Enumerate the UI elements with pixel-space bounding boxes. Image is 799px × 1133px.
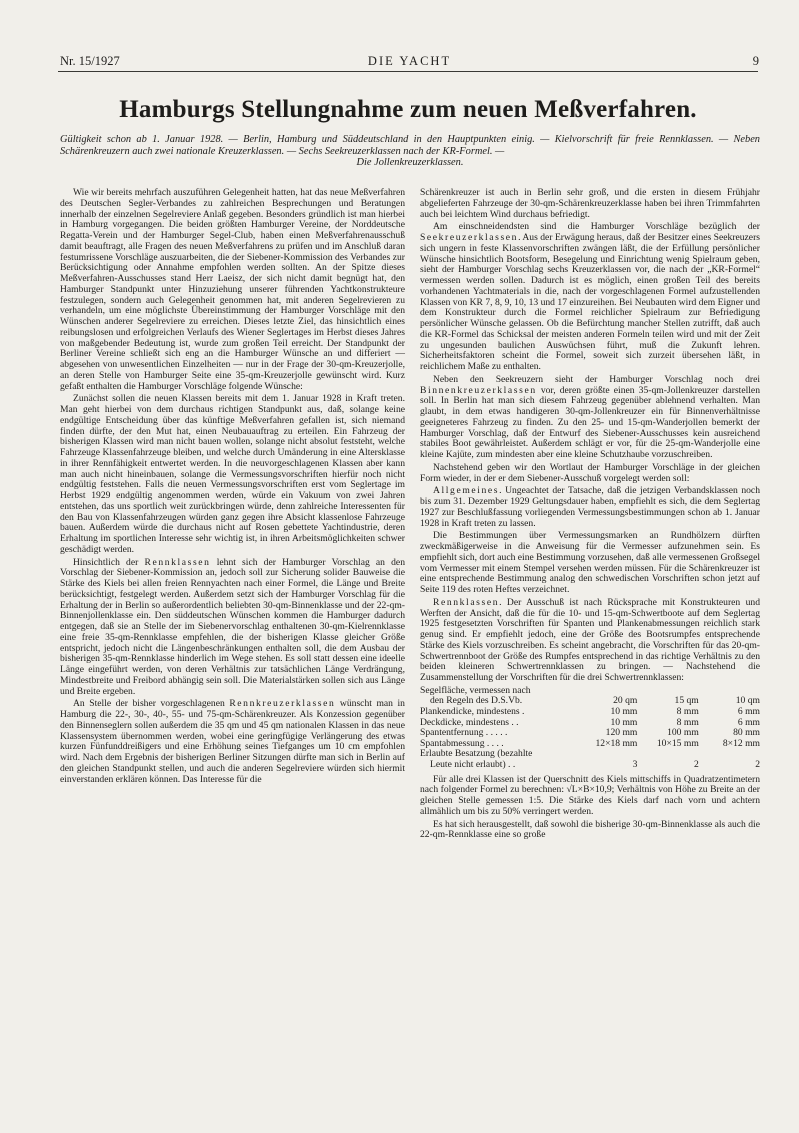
spaced-term: Rennkreuzerklassen: [229, 698, 336, 710]
paragraph: Die Bestimmungen über Vermessungsmarken an Rundhölzern dürften zweckmäßigerweise in die Anweisung für die Vermesser aufzunehmen sein. Es empfiehlt sich, dort auch eine Bestimmung vorzusehen, daß alle vermessenen Großsegel vom Vermesser mit einem Stempel versehen werden müssen. Für die Schärenkreuzer ist eine entsprechende Bestimmung analog den schwedischen Vorschriften schon jetzt auf Seite 119 des roten Heftes verzeichnet.: [420, 530, 760, 595]
paragraph: [420, 486, 760, 529]
table-label-cell: Plankendicke, mindestens .: [420, 705, 525, 717]
table-value-cell: 8 mm: [676, 716, 699, 728]
right-column: [420, 188, 760, 843]
paragraph: [420, 222, 760, 373]
table-value-cell: 10 mm: [610, 705, 638, 717]
issue-number: Nr. 15/1927: [60, 54, 120, 68]
text-run: Hinsichtlich der: [73, 556, 145, 568]
text-run: Am einschneidendsten sind die Hamburger Vorschläge bezüglich der: [433, 221, 760, 233]
table-value-cell: 120 mm: [605, 727, 638, 739]
running-header: [60, 54, 759, 68]
header-rule: [58, 71, 758, 72]
dimensions-table: [420, 686, 760, 771]
text-run: vor, deren größte einen 35-qm-Jollenkreuzer darstellen soll. In Berlin hat man sich diesem Fahrzeug gegenüber ablehnend verhalten. Man glaubt, in dem etwas handigeren 30-qm-Jollenkreuzer ein für Binnenverhältnisse geeigneteres Fahrzeug zu finden. Zu den 25- und 15-qm-Wanderjollen bemerkt der Hamburger Vorschlag, daß der Entwurf des Siebener-Ausschusses kein ausreichend stabiles Boot gewährleistet. Außerdem schlägt er vor, für die 25-qm-Wanderjolle eine kleine Kajüte, zum mindesten aber eine kleine Schutzhaube vorzuschreiben.: [420, 384, 760, 460]
table-value-cell: 8×12 mm: [722, 737, 760, 749]
table-row: [420, 707, 760, 718]
table-value-cell: [699, 749, 760, 760]
table-value-cell: 10×15 mm: [656, 737, 699, 749]
table-value-cell: [576, 749, 637, 760]
article-subtitle: [60, 134, 760, 169]
table-row: [420, 760, 760, 771]
spaced-term: Seekreuzerklassen: [420, 232, 519, 243]
magazine-name: DIE YACHT: [367, 54, 452, 68]
table-value-cell: 8 mm: [676, 705, 699, 717]
spaced-term: Rennklassen: [144, 556, 211, 568]
table-value-cell: 10 qm: [735, 695, 760, 707]
table-value-cell: 2: [693, 758, 699, 770]
text-run: lehnt sich der Hamburger Vorschlag an den Vorschlag der Siebener-Kommission an, jedoch soll zur Sicherung solider Bauweise die Stärke des Kiels bei allen freien Rennyachten nach einer Formel, die Länge und Breite berücksichtigt, festgelegt werden. Außerdem setzt sich der Hamburger Vorschlag für die Erhaltung der in Berlin so außerordentlich beliebten 30-qm-Binnenklasse und der 22-qm-Binnenjollenklasse ein. Den süddeutschen Wünschen kommen die Hamburger dadurch entgegen, daß sie an Stelle der im Siebenervorschlag enthaltenen 30-qm-Kielrennklasse eine freie 35-qm-Rennklasse empfehlen, die der bisherigen Klasse gleicher Größe entspricht, jedoch nicht die Längenbeschränkungen enthalten soll, die dem Ausbau der bisherigen 35-qm-Rennklasse hinderlich im Wege stehen. Es soll statt dessen eine ideelle Länge eingeführt werden, von deren Verhältnis zur tatsächlichen Länge Verdrängung, Mindestbreite und Freibord abhängig sein soll. Die Materialstärken sollen sich aus Länge und Breite ergeben.: [60, 556, 405, 697]
text-run: wünscht man in Hamburg die 22-, 30-, 40-, 55- und 75-qm-Schärenkreuzer. Als Konzession gegenüber den Binnenseglern sollen außerdem die 35 qm und 45 qm nationalen Klassen in das neue Klassensystem übernommen werden, wobei eine geringfügige Verlängerung des etwas kurzen Fünfunddreißigers und eine Erhöhung seines Tiefganges um 10 cm empfohlen wird. Nach dem Ergebnis der bisherigen Berliner Sitzungen dürfte man sich in Berlin auf den gleichen Standpunkt stellen, und auch die anderen Segelreviere würden sich hiermit einverstanden erklären können. Das Interesse für die: [60, 698, 405, 785]
table-value-cell: 6 mm: [737, 705, 760, 717]
table-label-cell: Erlaubte Besatzung (bezahlte: [420, 748, 533, 760]
table-value-cell: 12×18 mm: [595, 737, 638, 749]
subtitle-end: Die Jollenkreuzerklassen.: [356, 157, 464, 169]
table-label-cell: Spantentfernung . . . . .: [420, 727, 508, 739]
table-value-cell: 15 qm: [674, 695, 699, 707]
spaced-term: Allgemeines: [433, 485, 500, 497]
paragraph: [60, 558, 405, 698]
table-label-cell: Leute nicht erlaubt) . .: [430, 758, 516, 770]
spaced-term: Rennklassen: [433, 596, 500, 608]
text-run: . Ungeachtet der Tatsache, daß die jetzigen Verbandsklassen noch bis zum 31. Dezember 1929 Geltungsdauer haben, empfiehlt es sich, die dem Seglertag 1927 zur Beschlußfassung vorliegenden Vermessungsbestimmungen schon ab 1. Januar 1928 in Kraft treten zu lassen.: [420, 485, 760, 529]
table-value-cell: 6 mm: [737, 716, 760, 728]
table-value-cell: [637, 749, 698, 760]
paragraph: Zunächst sollen die neuen Klassen bereits mit dem 1. Januar 1928 in Kraft treten. Man geht hierbei von dem durchaus richtigen Standpunkt aus, daß, solange keine endgültige Entscheidung über das künftige Meßverfahren gefallen ist, sich niemand finden dürfte, der den Mut hat, einen Neubauauftrag zu erteilen. Ein Fahrzeug der bisherigen Klassen wird man nicht bauen wollen, solange nicht absolut feststeht, welche Fahrzeuge Klassenfahrzeuge bleiben, und welche durch Umänderung in eine Altersklasse in ihrer Rennfähigkeit entwertet werden. In die neuvorgeschlagenen Klassen aber kann man auch nicht hineinbauen, solange die Vermessungsvorschriften hierfür noch nicht endgültig feststehen. Falls die neuen Vermessungsvorschriften erst vom Seglertage im Herbst 1929 endgültig angenommen werden, würde ein Vakuum von zwei Jahren entstehen, das uns sportlich weit zurückbringen würde, denn zahlreiche Interessenten für den Bau von Klassenfahrzeugen würden ganz gegen ihre Absicht klassenlose Fahrzeuge bauen. Außerdem würde die durchaus nicht auf Rosen gebettete Yachtindustrie, deren Erhaltung im sportlichen Interesse sehr wichtig ist, in ihren Arbeitsmöglichkeiten schwer geschädigt werden.: [60, 393, 405, 555]
text-run: . Aus der Erwägung heraus, daß der Besitzer eines Seekreuzers sich ungern in feste Klassenvorschriften zwängen läßt, die der Erfüllung persönlicher Wünsche hinsichtlich Bootsform, Besegelung und Einrichtung wenig Spielraum geben, sieht der Hamburger Vorschlag sechs Kreuzerklassen vor, die nach der „KR-Formel“ vermessen werden sollen. Dadurch ist es möglich, einen großen Teil des bereits vorhandenen Yachtmaterials in die, nach der vorgeschlagenen Formel aufzustellenden Klassen von KR 7, 8, 9, 10, 13 und 17 einzureihen. Bei Neubauten wird dem Eigner und dem Konstrukteur durch die Formel reichlicher Spielraum zur Befriedigung persönlicher Wünsche gelassen. Ob die Befürchtung mancher Stellen zutrifft, daß auch die KR-Formel das Schicksal der meisten anderen Formeln teilen wird und mit der Zeit zu ungesunden baulichen Auswüchsen führt, muß die Zukunft lehren. Sicherheitsfaktoren scheint die Formel, soweit sich zurzeit übersehen läßt, in reichlichem Maße zu enthalten.: [420, 232, 760, 372]
table-value-cell: 2: [755, 758, 760, 770]
paragraph: Für alle drei Klassen ist der Querschnitt des Kiels mittschiffs in Quadratzentimetern nach folgender Formel zu berechnen: √L×B×10,9; Verhältnis von Höhe zu Breite an der gleichen Stelle gemessen 1:5. Die Stärke des Kiels darf nach vorn und achtern allmählich um bis zu 50% verringert werden.: [420, 773, 760, 817]
paragraph: [420, 375, 760, 461]
table-value-cell: 100 mm: [667, 727, 699, 739]
paragraph: Nachstehend geben wir den Wortlaut der Hamburger Vorschläge in der gleichen Form wieder, in der er dem Siebener-Ausschuß vorgelegt werden soll:: [420, 461, 760, 484]
subtitle-main: Gültigkeit schon ab 1. Januar 1928. — Berlin, Hamburg und Süddeutschland in den Hauptpunkten einig. — Kielvorschrift für freie Rennklassen. — Neben Schärenkreuzern auch zwei nationale Kreuzerklassen. — Sechs Seekreuzerklassen nach der KR-Formel. —: [60, 134, 760, 157]
text-run: An Stelle der bisher vorgeschlagenen: [73, 698, 230, 710]
text-run: . Der Ausschuß ist nach Rücksprache mit Konstrukteuren und Werften der Ansicht, daß die für die 10- und 15-qm-Schwertboote auf dem Seglertag 1925 festgesetzten Vorschriften für Spanten und Plankenabmessungen reichlich stark genug sind. Er empfiehlt jedoch, eine der Größe des Bootsrumpfes entsprechende Stärke des Kiels vorzuschreiben. Es scheint angebracht, die Vorschriften für das 20-qm-Schwertrennboot der Größe des Rumpfes entsprechend in das richtige Verhältnis zu den beiden kleineren Schwertrennklassen zu bringen. — Nachstehend die Zusammenstellung der Vorschriften für die drei Schwertrennklassen:: [420, 596, 760, 683]
paragraph: [420, 598, 760, 684]
table-value-cell: 3: [632, 758, 638, 770]
text-run: Neben den Seekreuzern sieht der Hamburger Vorschlag noch drei: [433, 373, 760, 385]
table-label-cell: Segelfläche, vermessen nach: [420, 684, 531, 696]
paragraph: [60, 699, 405, 785]
table-value-cell: 10 mm: [610, 716, 638, 728]
table-label-cell: den Regeln des D.S.Vb.: [430, 695, 523, 707]
paragraph: Schärenkreuzer ist auch in Berlin sehr groß, und die ersten in diesem Frühjahr abgelieferten Fahrzeuge der 30-qm-Schärenkreuzerklasse haben bei ihren Trimmfahrten auch bei leichtem Wind durchaus befriedigt.: [420, 187, 760, 220]
paragraph: Es hat sich herausgestellt, daß sowohl die bisherige 30-qm-Binnenklasse als auch die 22-qm-Rennklasse eine so große: [420, 818, 760, 841]
paragraph: Wie wir bereits mehrfach auszuführen Gelegenheit hatten, hat das neue Meßverfahren des Deutschen Segler-Verbandes zu zahlreichen Besprechungen und Beratungen innerhalb der einzelnen Segelreviere Anlaß gegeben. Besonders gründlich ist man hierbei in Hamburg vorgegangen. Die beiden größten Hamburger Vereine, der Norddeutsche Regatta-Verein und der Hamburger Segel-Club, haben einen Meßverfahrenausschuß damit beauftragt, alle Fragen des neuen Meßverfahrens zu prüfen und im Anschluß daran festumrissene Vorschläge auszuarbeiten, die der Siebener-Kommission des Verbandes zur Berücksichtigung oder Annahme empfohlen werden sollten. An der Spitze dieses Meßverfahren-Ausschusses stand Herr Laeisz, der sich nicht damit begnügt hat, den Hamburger Standpunkt unter Hinzuziehung unserer führenden Yachtkonstrukteure festzulegen, sondern auch Gelegenheit genommen hat, mit anderen Segelrevieren zu verhandeln, um eine möglichste Übereinstimmung der Hamburger Vorschläge mit den Wünschen anderer Segelreviere zu erreichen. Dieses letzte Ziel, das hinsichtlich eines reibungslosen und erfolgreichen Verlaufs des Wiener Seglertages im Herbst dieses Jahres von maßgebender Bedeutung ist, wurde zum großen Teil erreicht. Der Standpunkt der Berliner Vereine schließt sich eng an die Hamburger Wünsche an und differiert — abgesehen von unwesentlichen Einzelheiten — nur in der Frage der 30-qm-Kreuzerjolle, an deren Stelle von Hamburger Seite eine 35-qm-Kreuzerjolle gewünscht wird. Kurz gefaßt enthalten die Hamburger Vorschläge folgende Wünsche:: [60, 187, 405, 392]
table-value-cell: 20 qm: [613, 695, 638, 707]
article-title: Hamburgs Stellungnahme zum neuen Meßverfahren.: [119, 96, 697, 123]
table-value-cell: 80 mm: [733, 727, 760, 739]
spaced-term: Binnenkreuzerklassen: [420, 384, 537, 396]
table-label-cell: Spantabmessung . . . .: [420, 737, 504, 749]
table-label-cell: Deckdicke, mindestens . .: [420, 716, 519, 728]
left-column: [60, 188, 405, 787]
page-number: 9: [752, 54, 759, 68]
